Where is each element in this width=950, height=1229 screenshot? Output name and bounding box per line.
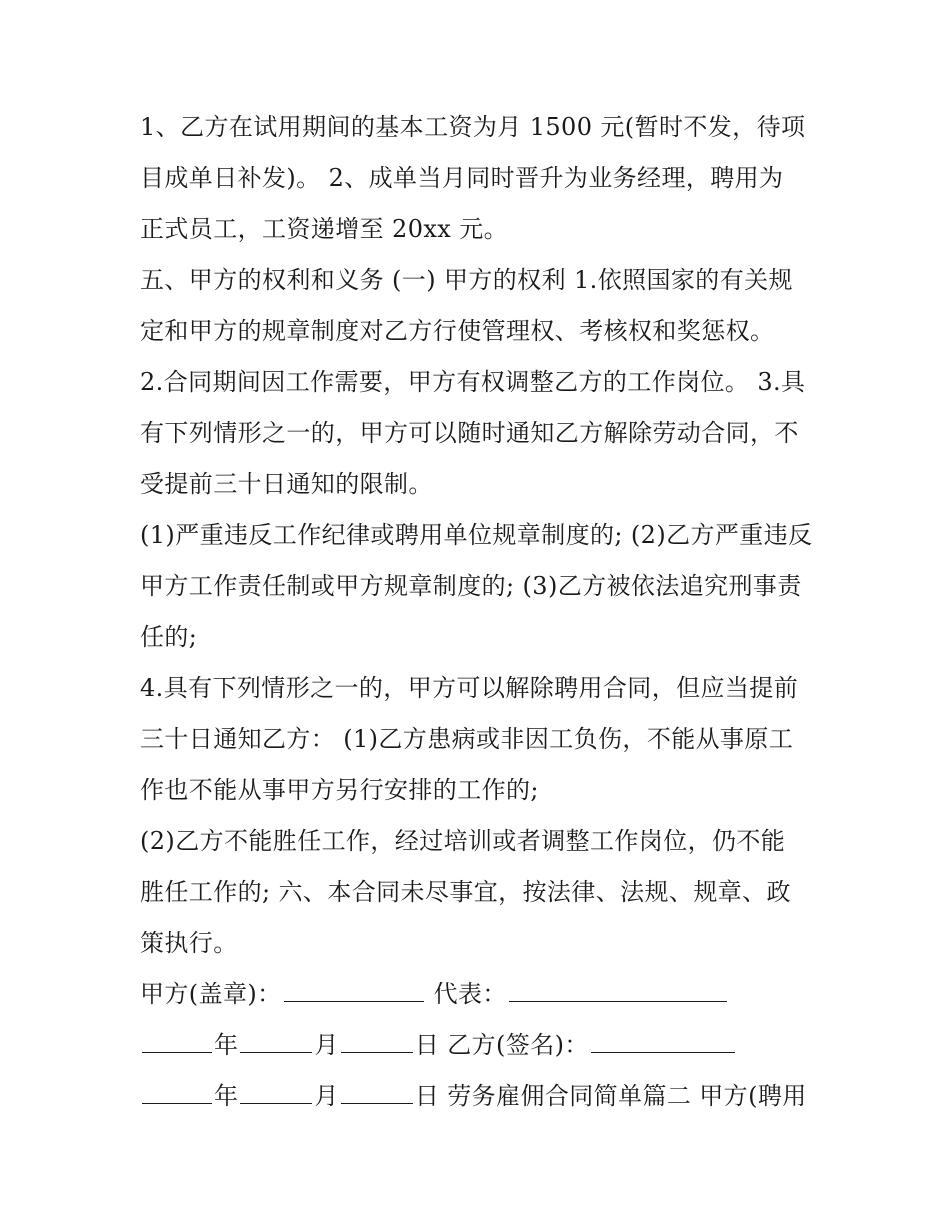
text-line: 目成单日补发)。 2、成单当月同时晋升为业务经理，聘用为 xyxy=(140,164,784,192)
text-line: 任的; xyxy=(140,623,198,651)
text-line: 有下列情形之一的，甲方可以随时通知乙方解除劳动合同，不 xyxy=(140,419,799,447)
signature-line-date-party-b xyxy=(140,1020,820,1071)
year-label: 年 xyxy=(214,1031,239,1059)
paragraph-rights xyxy=(140,255,820,357)
month-blank[interactable] xyxy=(240,1022,312,1053)
year-blank[interactable] xyxy=(142,1073,212,1104)
party-b-sign-label: 日 乙方(签名)： xyxy=(414,1031,589,1059)
signature-line-party-a xyxy=(140,969,820,1020)
next-contract-heading: 日 劳务雇佣合同简单篇二 甲方(聘用 xyxy=(414,1082,807,1110)
month-label: 月 xyxy=(314,1082,339,1110)
text-line: 1、乙方在试用期间的基本工资为月 1500 元(暂时不发，待项 xyxy=(140,113,806,141)
paragraph-incompetence xyxy=(140,816,820,969)
year-blank[interactable] xyxy=(142,1022,212,1053)
day-blank[interactable] xyxy=(341,1022,413,1053)
text-line: 2.合同期间因工作需要，甲方有权调整乙方的工作岗位。 3.具 xyxy=(140,368,806,396)
day-blank[interactable] xyxy=(341,1073,413,1104)
text-line: 受提前三十日通知的限制。 xyxy=(140,470,433,498)
representative-label: 代表： xyxy=(433,980,507,1008)
text-line: 三十日通知乙方： (1)乙方患病或非因工负伤，不能从事原工 xyxy=(140,725,794,753)
text-line: 作也不能从事甲方另行安排的工作的; xyxy=(140,776,539,804)
party-a-seal-blank[interactable] xyxy=(284,971,424,1002)
paragraph-salary xyxy=(140,102,820,255)
month-label: 月 xyxy=(314,1031,339,1059)
month-blank[interactable] xyxy=(240,1073,312,1104)
signature-line-date-tail xyxy=(140,1071,820,1122)
text-line: 甲方工作责任制或甲方规章制度的; (3)乙方被依法追究刑事责 xyxy=(140,572,802,600)
document-page xyxy=(140,102,820,1122)
text-line: 正式员工，工资递增至 20xx 元。 xyxy=(140,215,509,243)
text-line: 定和甲方的规章制度对乙方行使管理权、考核权和奖惩权。 xyxy=(140,317,775,345)
text-line: 胜任工作的; 六、本合同未尽事宜，按法律、法规、规章、政 xyxy=(140,878,791,906)
paragraph-violations xyxy=(140,510,820,663)
signature-block xyxy=(140,969,820,1122)
text-line: (2)乙方不能胜任工作，经过培训或者调整工作岗位，仍不能 xyxy=(140,827,786,855)
text-line: 4.具有下列情形之一的，甲方可以解除聘用合同，但应当提前 xyxy=(140,674,799,702)
party-a-seal-label: 甲方(盖章)： xyxy=(140,980,282,1008)
text-line: (1)严重违反工作纪律或聘用单位规章制度的; (2)乙方严重违反 xyxy=(140,521,813,549)
year-label: 年 xyxy=(214,1082,239,1110)
paragraph-termination-notice xyxy=(140,663,820,816)
text-line: 五、甲方的权利和义务 (一) 甲方的权利 1.依照国家的有关规 xyxy=(140,266,793,294)
paragraph-adjustment xyxy=(140,357,820,510)
representative-blank[interactable] xyxy=(509,971,727,1002)
text-line: 策执行。 xyxy=(140,929,238,957)
party-b-sign-blank[interactable] xyxy=(591,1022,735,1053)
